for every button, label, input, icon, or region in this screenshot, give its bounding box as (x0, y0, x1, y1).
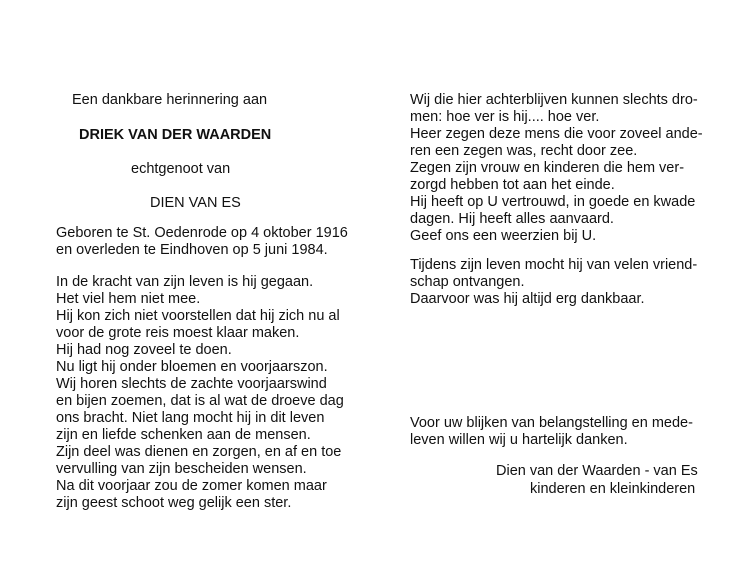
poem-line: ons bracht. Niet lang mocht hij in dit leven (56, 410, 325, 426)
prayer-line: Zegen zijn vrouw en kinderen die hem ver- (410, 160, 685, 176)
death-line: en overleden te Eindhoven op 5 juni 1984. (56, 242, 328, 258)
life-line: Tijdens zijn leven mocht hij van velen vriend- (410, 257, 698, 273)
poem-line: Nu ligt hij onder bloemen en voorjaarszon. (56, 359, 328, 375)
poem-line: vervulling van zijn bescheiden wensen. (56, 461, 307, 477)
poem-line: Wij horen slechts de zachte voorjaarswind (56, 376, 327, 392)
poem-line: Na dit voorjaar zou de zomer komen maar (56, 478, 327, 494)
prayer-line: ren een zegen was, recht door zee. (410, 143, 638, 159)
intro-text: Een dankbare herinnering aan (72, 92, 268, 108)
poem-line: en bijen zoemen, dat is al wat de droeve dag (56, 393, 344, 409)
prayer-line: dagen. Hij heeft alles aanvaard. (410, 211, 614, 227)
signature-family: kinderen en kleinkinderen (530, 481, 696, 497)
prayer-line: zorgd hebben tot aan het einde. (410, 177, 615, 193)
prayer-line: Geef ons een weerzien bij U. (410, 228, 597, 244)
poem-line: zijn en liefde schenken aan de mensen. (56, 427, 311, 443)
prayer-line: Wij die hier achterblijven kunnen slechts dro- (410, 92, 698, 108)
prayer-line: Heer zegen deze mens die voor zoveel ande- (410, 126, 703, 142)
poem-line: In de kracht van zijn leven is hij gegaan. (56, 274, 314, 290)
life-line: schap ontvangen. (410, 274, 525, 290)
thanks-line: Voor uw blijken van belangstelling en mede- (410, 415, 693, 431)
thanks-line: leven willen wij u hartelijk danken. (410, 432, 628, 448)
birth-line: Geboren te St. Oedenrode op 4 oktober 1916 (56, 225, 348, 241)
poem-line: zijn geest schoot weg gelijk een ster. (56, 495, 292, 511)
poem-line: voor de grote reis moest klaar maken. (56, 325, 300, 341)
poem-line: Het viel hem niet mee. (56, 291, 201, 307)
prayer-line: Hij heeft op U vertrouwd, in goede en kwade (410, 194, 696, 210)
poem-line: Zijn deel was dienen en zorgen, en af en toe (56, 444, 342, 460)
relation-text: echtgenoot van (131, 161, 231, 177)
prayer-line: men: hoe ver is hij.... hoe ver. (410, 109, 600, 125)
signature-names: Dien van der Waarden - van Es (496, 463, 698, 479)
deceased-name: DRIEK VAN DER WAARDEN (79, 127, 272, 143)
poem-line: Hij kon zich niet voorstellen dat hij zich nu al (56, 308, 340, 324)
life-line: Daarvoor was hij altijd erg dankbaar. (410, 291, 645, 307)
spouse-name: DIEN VAN ES (150, 195, 241, 211)
poem-line: Hij had nog zoveel te doen. (56, 342, 232, 358)
